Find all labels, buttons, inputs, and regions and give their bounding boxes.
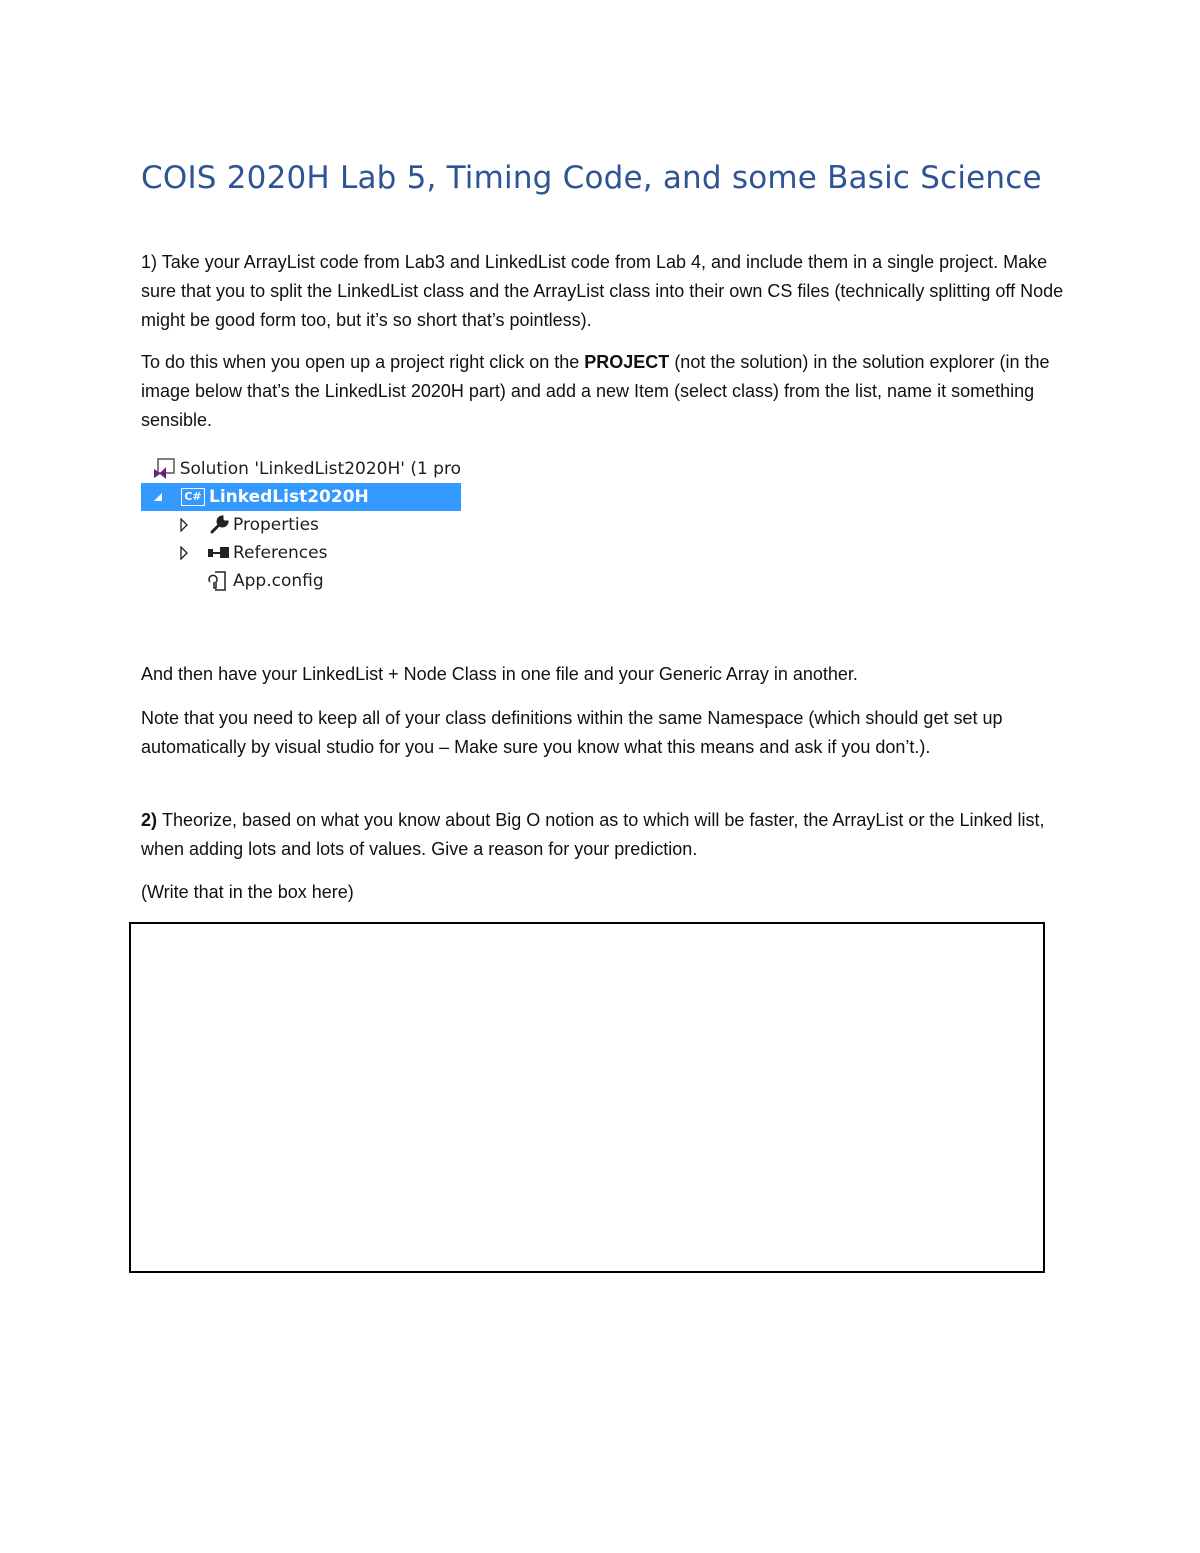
config-file-icon [205, 570, 233, 592]
solution-label: Solution 'LinkedList2020H' (1 pro [179, 459, 461, 479]
project-label: LinkedList2020H [209, 487, 369, 507]
instructions-bold-project: PROJECT [584, 352, 670, 372]
answer-box[interactable] [129, 922, 1045, 1273]
step1-number: 1) [141, 252, 162, 272]
step2-number: 2) [141, 810, 163, 830]
step1-text: Take your ArrayList code from Lab3 and LinkedList code from Lab 4, and include them in a single project. Make sure that you to split the LinkedList class and the ArrayList class into their own CS files (technically splitting off Node might be good form too, but it’s so short that’s pointless). [141, 252, 1064, 330]
instructions-paragraph [141, 348, 1066, 435]
step1-paragraph [141, 248, 1066, 335]
wrench-icon [205, 515, 233, 535]
references-icon [205, 546, 233, 560]
project-row-selected[interactable] [141, 483, 461, 511]
box-caption: (Write that in the box here) [141, 882, 354, 902]
expanded-triangle-icon[interactable] [145, 491, 171, 503]
document-title: COIS 2020H Lab 5, Timing Code, and some Basic Science [141, 160, 1042, 196]
solution-explorer-screenshot [141, 455, 461, 600]
instructions-text-start: To do this when you open up a project right click on the [141, 352, 585, 372]
csharp-badge: C# [181, 488, 205, 506]
step2-paragraph [141, 806, 1066, 864]
appconfig-row[interactable] [141, 567, 461, 595]
collapsed-triangle-icon[interactable] [177, 518, 191, 532]
csharp-project-icon [177, 488, 209, 506]
appconfig-label: App.config [233, 571, 324, 591]
visual-studio-solution-icon [149, 458, 180, 480]
namespace-paragraph: Note that you need to keep all of your class definitions within the same Namespace (which should get set up automatically by visual studio for you – Make sure you know what this means and ask if you don’t.). [141, 708, 1003, 757]
references-label: References [233, 543, 328, 563]
solution-row[interactable] [141, 455, 461, 483]
collapsed-triangle-icon[interactable] [177, 546, 191, 560]
files-paragraph: And then have your LinkedList + Node Class in one file and your Generic Array in another. [141, 664, 858, 684]
step2-text: Theorize, based on what you know about Big O notion as to which will be faster, the ArrayList or the Linked list, when adding lots and lots of values. Give a reason for your prediction. [141, 810, 1045, 859]
properties-label: Properties [233, 515, 319, 535]
properties-row[interactable] [141, 511, 461, 539]
instructions-text-end: (not the solution) in the solution explorer (in the image below that’s the LinkedList 2020H part) and add a new Item (select class) from the list, name it something sensible. [141, 352, 1050, 430]
references-row[interactable] [141, 539, 461, 567]
